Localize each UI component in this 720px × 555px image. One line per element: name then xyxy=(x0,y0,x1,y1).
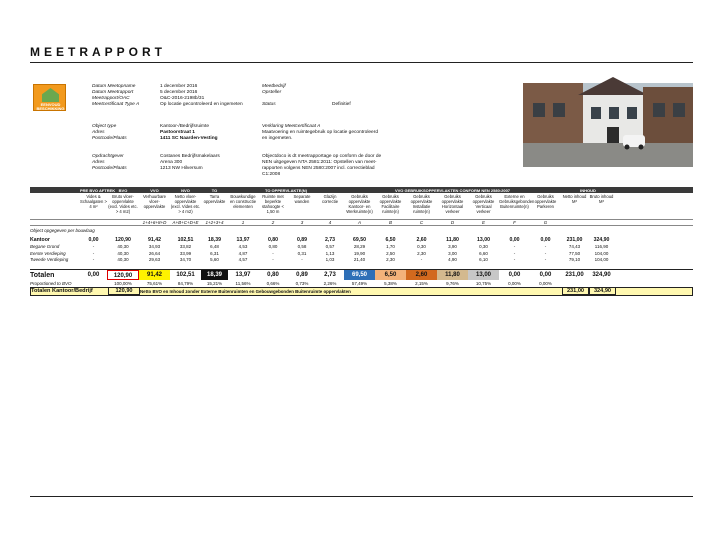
value-cell: 91,42 xyxy=(148,236,161,243)
value-cell: 33,82 xyxy=(179,244,192,250)
formula-cell: 1+2+3+4 xyxy=(205,219,224,225)
value-cell: 40,30 xyxy=(117,244,129,250)
value-cell: 29,63 xyxy=(148,257,161,263)
cert-text: Maatvoering en ruimtegebruik op locatie gecontroleerd en ingemeten. xyxy=(262,130,378,141)
row-label: Eerste Verdieping xyxy=(30,250,66,256)
formula-cell: A xyxy=(357,219,361,225)
value-cell: 74,43 xyxy=(568,244,581,250)
percent-cell: 57,49% xyxy=(351,280,368,286)
total-cell: 2,73 xyxy=(324,272,336,278)
logo xyxy=(33,84,66,111)
group-header: VVO xyxy=(150,187,159,193)
grand-netto: 231,00 xyxy=(562,287,589,295)
total-cell: 13,97 xyxy=(235,272,251,278)
label: Meetbedrijf xyxy=(262,84,286,89)
group-header: VVO GEBRUIKSOPPERVLAKTEN CONFORM NEN 2580:2007 xyxy=(394,187,511,193)
column-header: Gebruiks oppervlakte Parkeren xyxy=(534,194,557,209)
group-header: PRE BVO AFTREK xyxy=(80,187,116,193)
column-header: Ruimte met beperkte stahoogte < 1,50 m xyxy=(261,194,284,214)
formula-cell: B xyxy=(388,219,392,225)
value-cell: - xyxy=(513,250,516,256)
row-label: Tweede Verdieping xyxy=(30,257,69,263)
value-cell: 1,03 xyxy=(325,257,335,263)
total-cell: 102,51 xyxy=(176,272,195,278)
value-cell: 13,97 xyxy=(236,236,250,243)
value: 5 december 2016 xyxy=(160,90,198,95)
value: Op locatie gecontroleerd en ingemeten xyxy=(160,102,243,107)
total-cell: 120,90 xyxy=(107,270,139,280)
column-header: Vides & Schaalgaten > 4 m² xyxy=(80,194,107,209)
value-cell: 69,50 xyxy=(353,236,366,243)
value-cell: 4,87 xyxy=(238,250,248,256)
grand-bruto: 324,90 xyxy=(589,287,616,295)
percent-cell: 0,00% xyxy=(508,280,521,286)
client-info xyxy=(92,154,220,172)
total-cell: 0,80 xyxy=(267,272,279,278)
value-cell: 33,99 xyxy=(179,250,192,256)
formula-cell: 1 xyxy=(241,219,245,225)
value-cell: 13,00 xyxy=(477,236,490,243)
label: Status xyxy=(262,102,276,107)
value-cell: - xyxy=(513,257,516,263)
formula-cell: 1+4+6+8+D xyxy=(142,219,167,225)
group-header: NVO xyxy=(181,187,190,193)
percent-cell: 15,21% xyxy=(206,280,223,286)
value-cell: 0,30 xyxy=(479,244,488,250)
column-header: Externe en Gebruiksgebonden Buitenruimte(n) xyxy=(499,194,535,209)
label: Datum Meetrapport xyxy=(92,90,134,95)
total-cell: 231,00 xyxy=(565,272,584,278)
report-info-right xyxy=(262,84,351,108)
value-cell: 34,70 xyxy=(179,257,192,263)
value-cell: 0,00 xyxy=(540,236,551,243)
formula-cell: 2 xyxy=(271,219,275,225)
value-cell: 0,30 xyxy=(417,244,426,250)
total-cell: 0,00 xyxy=(508,272,521,278)
total-cell: 18,39 xyxy=(201,270,228,280)
percent-cell: 2,26% xyxy=(323,280,337,286)
label: Meetcertificaat Type A xyxy=(92,102,140,107)
label: Meetrapport/OAC xyxy=(92,96,130,101)
totals-row xyxy=(30,269,693,280)
group-header: BVO xyxy=(118,187,128,193)
total-cell: 324,90 xyxy=(592,272,611,278)
objective-text: Objectdoco is dt meetrapportage op conform de door de NEN uitgegeven NTA 2581:2011: Opstellen van meet-rapporten volgens NEN 2580:2007 incl. correctieblad C1:2008 xyxy=(262,154,382,177)
label: Adres xyxy=(92,130,105,135)
value-cell: 0,00 xyxy=(509,236,520,243)
column-header: Glazijn correctie xyxy=(321,194,339,204)
value-cell: 4,57 xyxy=(238,257,248,263)
label: Datum Meetopname xyxy=(92,84,136,89)
page-title: MEETRAPPORT xyxy=(30,45,167,59)
house-icon xyxy=(42,88,59,102)
kantoor-row xyxy=(30,236,693,244)
label: Opdrachtgever xyxy=(92,154,124,159)
value-cell: - xyxy=(301,257,303,263)
value: Arena 300 xyxy=(160,160,183,165)
measurement-table xyxy=(30,187,693,296)
value-cell: 104,00 xyxy=(594,257,609,263)
percent-cell: 0,00% xyxy=(539,280,552,286)
label: Opsteller xyxy=(262,90,282,95)
value-cell: 5,60 xyxy=(210,257,219,263)
value-cell: 6,60 xyxy=(479,250,488,256)
value: O&C-2016-2198b/31 xyxy=(160,96,205,101)
value-cell: 116,90 xyxy=(594,244,609,250)
value-cell: 0,89 xyxy=(296,236,308,243)
value-cell: - xyxy=(92,244,95,250)
floor-row xyxy=(30,250,693,257)
column-header: Bruto inhoud M³ xyxy=(589,194,614,204)
percent-cell: 0,73% xyxy=(295,280,309,286)
group-header: INHOUD xyxy=(580,187,596,193)
row-label: Proportioned to BVO xyxy=(30,280,72,286)
value-cell: 102,51 xyxy=(177,236,194,243)
column-header: Bouwkundige en constructie elementen xyxy=(229,194,257,209)
label: Object type xyxy=(92,124,117,129)
formula-cell: F xyxy=(513,219,516,225)
percent-cell: 9,76% xyxy=(446,280,459,286)
footer-rule xyxy=(30,496,693,497)
percent-cell: 11,56% xyxy=(235,280,251,286)
value-cell: 11,80 xyxy=(446,236,459,243)
value-cell: 19,90 xyxy=(353,250,366,256)
value-cell: 79,10 xyxy=(568,257,581,263)
column-header: Gebruiks oppervlakte Installatie ruimte(n) xyxy=(410,194,433,214)
row-label: Kantoor xyxy=(30,236,50,243)
value-cell: 6,31 xyxy=(210,250,219,256)
formula-cell: G xyxy=(543,219,548,225)
object-info xyxy=(92,124,218,142)
value-cell: 2,30 xyxy=(417,250,426,256)
value-cell: 3,90 xyxy=(448,244,457,250)
value-cell: 18,39 xyxy=(208,236,221,243)
value-cell: - xyxy=(272,257,274,263)
value-cell: 0,31 xyxy=(297,250,307,256)
value-cell: 0,80 xyxy=(268,244,278,250)
value-cell: - xyxy=(513,244,516,250)
value: Pastoorstraat 1 xyxy=(160,130,195,135)
row-label: Totalen xyxy=(30,271,55,279)
value-cell: 2,50 xyxy=(386,250,395,256)
total-cell: 13,00 xyxy=(468,270,499,280)
value-cell: 231,00 xyxy=(566,236,583,243)
certificate-statement xyxy=(262,124,382,142)
column-header: Gebruiks oppervlakte Facilitaire ruimte(n) xyxy=(379,194,402,214)
label: Adres xyxy=(92,160,105,165)
value-cell: 0,00 xyxy=(88,236,99,243)
value-cell: 34,93 xyxy=(148,244,161,250)
value-cell: 4,53 xyxy=(238,244,248,250)
column-header: Tarra oppervlakte xyxy=(203,194,226,204)
value-cell: 4,90 xyxy=(448,257,457,263)
value: 1411 SC Naarden-Vesting xyxy=(160,136,218,141)
value-cell: 2,60 xyxy=(416,236,427,243)
value-cell: 1,13 xyxy=(325,250,335,256)
value-cell: 1,70 xyxy=(386,244,395,250)
formula-cell: A+B+C+D+E xyxy=(172,219,199,225)
percent-cell: 10,75% xyxy=(475,280,492,286)
group-header: TO OPPERVLAKTE(N) xyxy=(264,187,308,193)
value: Costanes Bedrijfsmakelaars xyxy=(160,154,220,159)
value: 1 december 2016 xyxy=(160,84,198,89)
value-cell: 0,58 xyxy=(297,244,307,250)
group-header: TO xyxy=(211,187,218,193)
label: Postcode/Plaats xyxy=(92,136,127,141)
value-cell: - xyxy=(420,257,423,263)
formula-cell: E xyxy=(481,219,485,225)
value-cell: 6,10 xyxy=(479,257,488,263)
value-cell: 40,30 xyxy=(117,250,129,256)
value-cell: - xyxy=(544,244,547,250)
value-cell: 26,64 xyxy=(148,250,161,256)
percent-cell: 2,15% xyxy=(415,280,428,286)
value-cell: 120,90 xyxy=(115,236,131,243)
value-cell: 0,80 xyxy=(267,236,279,243)
percent-cell: 75,61% xyxy=(146,280,163,286)
percent-cell: 0,66% xyxy=(266,280,280,286)
column-header: Separate wanden xyxy=(293,194,311,204)
formula-cell: 4 xyxy=(328,219,332,225)
value-cell: 77,50 xyxy=(568,250,581,256)
column-header: Gebruiks oppervlakte Verticaal verkeer xyxy=(472,194,495,214)
value-cell: 6,50 xyxy=(385,236,396,243)
grand-label: Totalen Kantoor/Bedrijf xyxy=(31,288,93,294)
side-label-row xyxy=(30,226,693,236)
value-cell: 104,00 xyxy=(594,250,609,256)
building-photo xyxy=(523,83,693,167)
value-cell: 2,30 xyxy=(386,257,395,263)
report-info xyxy=(92,84,243,108)
grand-total-row xyxy=(30,287,693,296)
percent-cell: 100,00% xyxy=(114,280,132,286)
value-cell: 6,48 xyxy=(210,244,219,250)
value-cell: 324,90 xyxy=(593,236,610,243)
value-cell: - xyxy=(544,257,547,263)
value-cell: - xyxy=(92,250,95,256)
value: 1213 NW Hilversum xyxy=(160,166,203,171)
value-cell: 40,30 xyxy=(117,257,129,263)
grand-bvo: 120,90 xyxy=(108,287,140,295)
value-cell: 28,29 xyxy=(353,244,366,250)
grand-note: Netto BVO en Inhoud zonder Externe Buitenruimten en Gebouwgebonden Buitenruimte oppervlakten xyxy=(140,288,351,294)
total-cell: 6,50 xyxy=(375,270,406,280)
column-header: Verhuurbare vloer-oppervlakte xyxy=(142,194,167,209)
formula-cell: 3 xyxy=(300,219,304,225)
percent-cell: 5,38% xyxy=(384,280,397,286)
column-header-row xyxy=(30,193,693,219)
formula-cell: C xyxy=(419,219,424,225)
value-cell: - xyxy=(544,250,547,256)
total-cell: 2,60 xyxy=(406,270,437,280)
total-cell: 11,80 xyxy=(437,270,468,280)
total-cell: 0,00 xyxy=(539,272,552,278)
side-label: Object opgegeven per bouwlaag xyxy=(30,228,95,233)
floor-row xyxy=(30,244,693,251)
value: Definitief xyxy=(332,102,351,107)
value-cell: 21,40 xyxy=(353,257,366,263)
row-label: Begane Grond xyxy=(30,244,60,250)
value-cell: 0,57 xyxy=(325,244,335,250)
value-cell: 2,73 xyxy=(324,236,336,243)
value-cell: - xyxy=(272,250,274,256)
value-cell: 3,00 xyxy=(448,250,457,256)
column-header: Bruto vloer-oppervlakte (excl. Vides etc. > 4 m2) xyxy=(108,194,138,214)
cert-title: Verklaring Meetcertificaat A xyxy=(262,124,321,129)
column-header: Gebruiks oppervlakte Kantoor- en Werkruimte(n) xyxy=(346,194,373,214)
percent-cell: 84,79% xyxy=(177,280,194,286)
title-rule xyxy=(30,62,693,63)
building-illustration xyxy=(523,83,693,167)
label: Postcode/Plaats xyxy=(92,166,127,171)
total-cell: 0,00 xyxy=(87,272,100,278)
value-cell: - xyxy=(92,257,95,263)
column-header: Netto inhoud M³ xyxy=(562,194,587,204)
floor-row xyxy=(30,257,693,264)
logo-text: EENVOUD BESCHIKKING xyxy=(36,102,65,111)
formula-cell: D xyxy=(450,219,455,225)
column-header: Gebruiks oppervlakte Horizontaal verkeer xyxy=(441,194,464,214)
total-cell: 69,50 xyxy=(344,270,375,280)
value: Kantoor-/Bedrijfsruimte xyxy=(160,124,210,129)
total-cell: 91,42 xyxy=(139,270,170,280)
column-header: Netto vloer-oppervlakte (excl. Vides etc. > 4 m2) xyxy=(170,194,201,214)
total-cell: 0,89 xyxy=(296,272,308,278)
